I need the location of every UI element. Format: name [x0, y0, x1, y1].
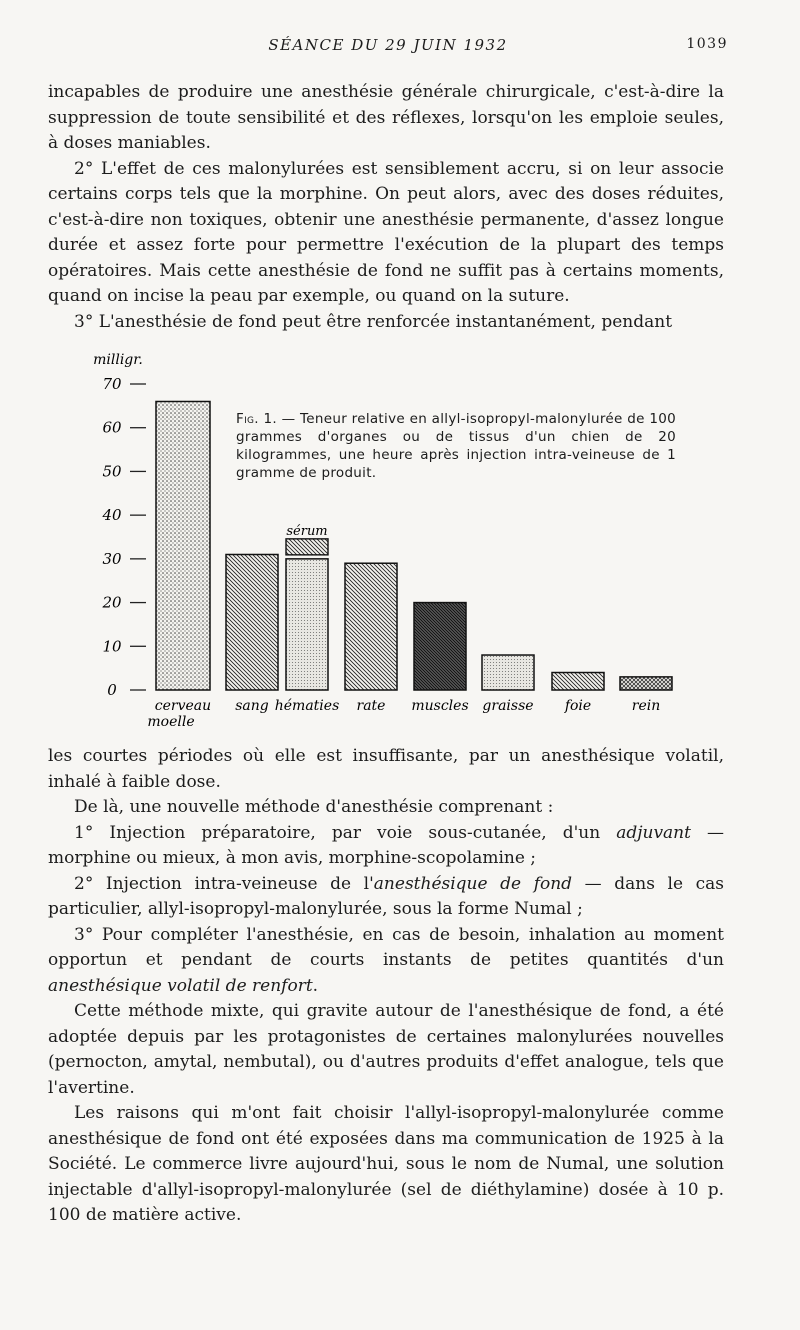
serum-cap: [286, 539, 328, 555]
paragraph-text: — dans le cas particulier, allyl-isopropyl-malonylurée, sous la forme Numal ;: [48, 873, 725, 919]
page-header: [48, 36, 728, 60]
figure-caption-text: — Teneur relative en allyl-isopropyl-malonylurée de 100 grammes d'organes ou de tissus d'un chien de 20 kilogrammes, une heure après injection intra-veineuse de 1 gramme de produit.: [236, 411, 676, 481]
bar-chart: [90, 340, 710, 730]
x-tick-label: foie: [564, 698, 592, 714]
paragraph: les courtes périodes où elle est insuffisante, par un anesthésique volatil, inhalé à faible dose.: [48, 746, 724, 792]
x-tick-label: cerveau moelle: [147, 698, 212, 730]
top-text-block: [48, 80, 724, 335]
paragraph-text: 1° Injection préparatoire, par voie sous-cutanée, d'un: [74, 822, 617, 843]
y-tick-label: 60: [102, 418, 122, 437]
emphasis: anesthésique volatil de renfort: [48, 975, 313, 996]
paragraph-text: 3° Pour compléter l'anesthésie, en cas de besoin, inhalation au moment opportun et pendant de courts instants de petites quantités d'un: [48, 924, 724, 970]
x-tick-label: muscles: [411, 698, 469, 714]
paragraph: [48, 923, 724, 1000]
x-tick-label: hématies: [274, 698, 340, 714]
bar-rein: [620, 677, 672, 690]
figure-caption: [236, 410, 676, 482]
bar-hématies: [286, 559, 328, 690]
bottom-text-block: [48, 744, 724, 1229]
bar-cerveau: [156, 401, 210, 690]
y-tick-label: 20: [102, 593, 122, 612]
y-tick-label: 10: [102, 637, 122, 656]
paragraph: Cette méthode mixte, qui gravite autour de l'anesthésique de fond, a été adoptée depuis par les protagonistes de certaines malonylurées nouvelles (pernocton, amytal, nembutal), ou d'autres produits d'effet analogue, tels que l'avertine.: [48, 1001, 724, 1098]
bar-graisse: [482, 655, 534, 690]
paragraph: 2° L'effet de ces malonylurées est sensiblement accru, si on leur associe certains corps tels que la morphine. On peut alors, avec des doses réduites, c'est-à-dire non toxiques, obtenir une anesthésie permanente, d'assez longue durée et assez forte pour permettre l'exécution de la plupart des temps opératoires. Mais cette anesthésie de fond ne suffit pas à certains moments, quand on incise la peau par exemple, ou quand on la suture.: [48, 158, 724, 306]
paragraph-text: 2° Injection intra-veineuse de l': [74, 873, 374, 894]
y-tick-label: 50: [102, 462, 122, 481]
paragraph: Les raisons qui m'ont fait choisir l'allyl-isopropyl-malonylurée comme anesthésique de fond ont été exposées dans ma communication de 1925 à la Société. Le commerce livre aujourd'hui, sous le nom de Numal, une solution injectable d'allyl-isopropyl-malonylurée (sel de diéthylamine) dosée à 10 p. 100 de matière active.: [48, 1103, 724, 1225]
session-title: SÉANCE DU 29 JUIN 1932: [268, 36, 508, 54]
y-axis-label: milligr.: [93, 352, 143, 368]
bar-muscles: [414, 603, 466, 690]
y-tick-label: 0: [107, 681, 117, 699]
paragraph: 3° L'anesthésie de fond peut être renforcée instantanément, pendant: [74, 311, 673, 332]
bar-foie: [552, 673, 604, 690]
figure-label: Fig. 1.: [236, 411, 277, 427]
y-tick-label: 30: [102, 549, 122, 568]
paragraph: [48, 821, 724, 872]
x-tick-label: rein: [631, 698, 661, 714]
y-tick-label: 70: [102, 375, 122, 393]
x-tick-label: graisse: [482, 698, 534, 714]
paragraph: incapables de produire une anesthésie générale chirurgicale, c'est-à-dire la suppression de toute sensibilité et des réflexes, lorsqu'on les emploie seules, à doses maniables.: [48, 82, 724, 153]
paragraph-text: .: [312, 975, 319, 996]
bar-sang: [226, 554, 278, 690]
serum-annotation: sérum: [286, 523, 328, 539]
page-number: 1039: [686, 36, 728, 52]
x-axis-labels: [147, 698, 660, 730]
paragraph: De là, une nouvelle méthode d'anesthésie comprenant :: [74, 797, 554, 817]
y-axis: [101, 375, 146, 699]
emphasis: adjuvant: [616, 822, 691, 843]
x-tick-label: rate: [356, 698, 386, 714]
paragraph: [48, 872, 724, 923]
emphasis: anesthésique de fond: [373, 873, 573, 894]
paragraph-text: — morphine ou mieux, à mon avis, morphine-scopolamine ;: [48, 822, 725, 868]
x-tick-label: sang: [235, 698, 269, 714]
bar-rate: [345, 563, 397, 690]
y-tick-label: 40: [102, 506, 122, 525]
